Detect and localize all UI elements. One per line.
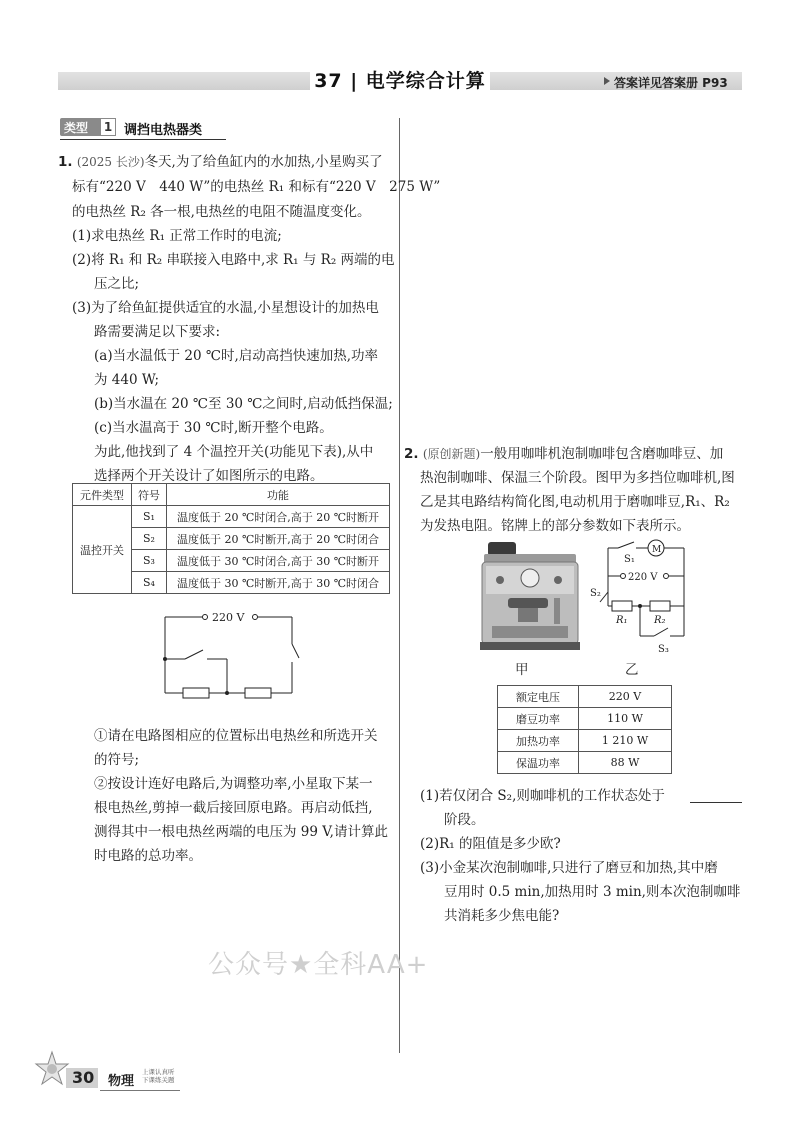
q1-found-2: 选择两个开关设计了如图所示的电路。: [94, 468, 324, 484]
table-header-row: [73, 484, 390, 506]
q2-circuit-s3-label: S₃: [658, 644, 669, 655]
q1-source: (2025 长沙): [76, 155, 145, 169]
q2-intro-3: 乙是其电路结构简化图,电动机用于磨咖啡豆,R₁、R₂: [420, 494, 730, 510]
nameplate-table: [497, 685, 672, 774]
q1-part2-4: 时电路的总功率。: [94, 848, 202, 864]
table-group-cell: 温控开关: [73, 506, 132, 594]
table-header: 元件类型: [73, 484, 132, 506]
footer-underline: [100, 1090, 180, 1091]
q1-sub3-2: 路需要满足以下要求:: [94, 324, 221, 340]
q2-number: 2: [404, 446, 414, 462]
q2-circuit-r1-label: R₁: [616, 615, 628, 626]
q1-sub1: (1)求电热丝 R₁ 正常工作时的电流;: [72, 228, 282, 244]
q1-sub2-2: 压之比;: [94, 276, 140, 292]
type-tag-title: 调挡电热器类: [124, 123, 203, 138]
q2-circuit-diagram: [588, 536, 694, 658]
q2-circuit-r2-label: R₂: [654, 615, 666, 626]
q1-part2-2: 根电热丝,剪掉一截后接回原电路。再启动低挡,: [94, 800, 373, 816]
table-row: [498, 686, 672, 708]
q1-req-a-2: 为 440 W;: [94, 372, 160, 388]
nameplate-value-cell: 88 W: [579, 752, 672, 774]
q1-sub3-1: (3)为了给鱼缸提供适宜的水温,小星想设计的加热电: [72, 300, 379, 316]
q1-sub2-1: (2)将 R₁ 和 R₂ 串联接入电路中,求 R₁ 与 R₂ 两端的电: [72, 252, 395, 268]
triangle-icon: [604, 77, 610, 85]
q2-line-1: 2. (原创新题)一般用咖啡机泡制咖啡包含磨咖啡豆、加: [404, 446, 724, 462]
q2-intro-1: 一般用咖啡机泡制咖啡包含磨咖啡豆、加: [480, 446, 724, 462]
q1-found-1: 为此,他找到了 4 个温控开关(功能见下表),从中: [94, 444, 374, 460]
answer-blank[interactable]: [690, 802, 742, 803]
table-row: [498, 752, 672, 774]
footer-slogan-line: 下课练关题: [142, 1076, 175, 1084]
q2-sub2: (2)R₁ 的阻值是多少欧?: [420, 836, 561, 852]
figure-a-caption: 甲: [515, 662, 529, 678]
q2-sub3-2: 豆用时 0.5 min,加热用时 3 min,则本次泡制咖啡: [444, 884, 741, 900]
q2-source: (原创新题): [422, 447, 481, 461]
q1-part1-1: ①请在电路图相应的位置标出电热丝和所选开关: [94, 728, 378, 744]
q1-req-c: (c)当水温高于 30 ℃时,断开整个电路。: [94, 420, 333, 436]
table-symbol-cell: S₄: [132, 572, 167, 594]
q2-sub3-3: 共消耗多少焦电能?: [444, 908, 560, 924]
q1-part2-1: ②按设计连好电路后,为调整功率,小星取下某一: [94, 776, 373, 792]
header-bar-left: [58, 72, 310, 90]
table-header: 符号: [132, 484, 167, 506]
q2-sub1-2: 阶段。: [444, 812, 485, 828]
nameplate-name-cell: 加热功率: [498, 730, 579, 752]
page-number: 30: [72, 1068, 95, 1087]
table-function-cell: 温度低于 20 ℃时断开,高于 20 ℃时闭合: [167, 528, 390, 550]
q2-circuit-s2-label: S₂: [590, 588, 601, 599]
q2-sub1-1: (1)若仅闭合 S₂,则咖啡机的工作状态处于: [420, 788, 665, 804]
q1-line-1: 1. (2025 长沙)冬天,为了给鱼缸内的水加热,小星购买了: [58, 154, 383, 170]
table-symbol-cell: S₃: [132, 550, 167, 572]
q1-circuit-diagram: [155, 606, 305, 702]
footer-slogan: [142, 1068, 175, 1084]
q1-part1-2: 的符号;: [94, 752, 140, 768]
switch-function-table: [72, 483, 390, 594]
nameplate-name-cell: 磨豆功率: [498, 708, 579, 730]
q2-sub3-1: (3)小金某次泡制咖啡,只进行了磨豆和加热,其中磨: [420, 860, 718, 876]
watermark: 公众号★全科AA+: [208, 950, 429, 980]
table-symbol-cell: S₂: [132, 528, 167, 550]
table-row: [498, 708, 672, 730]
motor-icon: M: [652, 545, 662, 555]
table-row: [73, 506, 390, 528]
type-tag-underline: [60, 139, 226, 140]
q2-circuit-s1-label: S₁: [624, 554, 635, 565]
q1-req-b: (b)当水温在 20 ℃至 30 ℃之间时,启动低挡保温;: [94, 396, 393, 412]
table-row: [498, 730, 672, 752]
page-title: 37 | 电学综合计算: [314, 70, 486, 92]
nameplate-value-cell: 1 210 W: [579, 730, 672, 752]
table-function-cell: 温度低于 30 ℃时闭合,高于 30 ℃时断开: [167, 550, 390, 572]
table-symbol-cell: S₁: [132, 506, 167, 528]
q1-intro-2: 标有“220 V 440 W”的电热丝 R₁ 和标有“220 V 275 W”: [72, 179, 441, 195]
type-tag-number: 1: [100, 118, 116, 136]
nameplate-name-cell: 保温功率: [498, 752, 579, 774]
table-function-cell: 温度低于 30 ℃时断开,高于 30 ℃时闭合: [167, 572, 390, 594]
subject-label: 物理: [108, 1074, 135, 1089]
nameplate-value-cell: 110 W: [579, 708, 672, 730]
q2-intro-2: 热泡制咖啡、保温三个阶段。图甲为多挡位咖啡机,图: [420, 470, 735, 486]
q2-circuit-voltage-label: 220 V: [628, 572, 658, 583]
nameplate-value-cell: 220 V: [579, 686, 672, 708]
figure-b-caption: 乙: [625, 662, 639, 678]
q1-number: 1: [58, 154, 68, 170]
column-divider: [399, 118, 400, 1053]
q2-intro-4: 为发热电阻。铭牌上的部分参数如下表所示。: [420, 518, 690, 534]
type-tag-label: 类型: [64, 121, 89, 135]
q1-intro-1: 冬天,为了给鱼缸内的水加热,小星购买了: [144, 154, 383, 170]
nameplate-name-cell: 额定电压: [498, 686, 579, 708]
footer-slogan-line: 上课认真听: [142, 1068, 175, 1076]
q1-intro-3: 的电热丝 R₂ 各一根,电热丝的电阻不随温度变化。: [72, 204, 371, 220]
table-function-cell: 温度低于 20 ℃时闭合,高于 20 ℃时断开: [167, 506, 390, 528]
answer-reference: 答案详见答案册 P93: [614, 76, 728, 90]
q1-req-a-1: (a)当水温低于 20 ℃时,启动高挡快速加热,功率: [94, 348, 379, 364]
q1-part2-3: 测得其中一根电热丝两端的电压为 99 V,请计算此: [94, 824, 388, 840]
mascot-star-icon: [34, 1050, 70, 1090]
coffee-machine-image: [478, 540, 582, 656]
table-header: 功能: [167, 484, 390, 506]
q1-circuit-voltage-label: 220 V: [212, 611, 245, 624]
